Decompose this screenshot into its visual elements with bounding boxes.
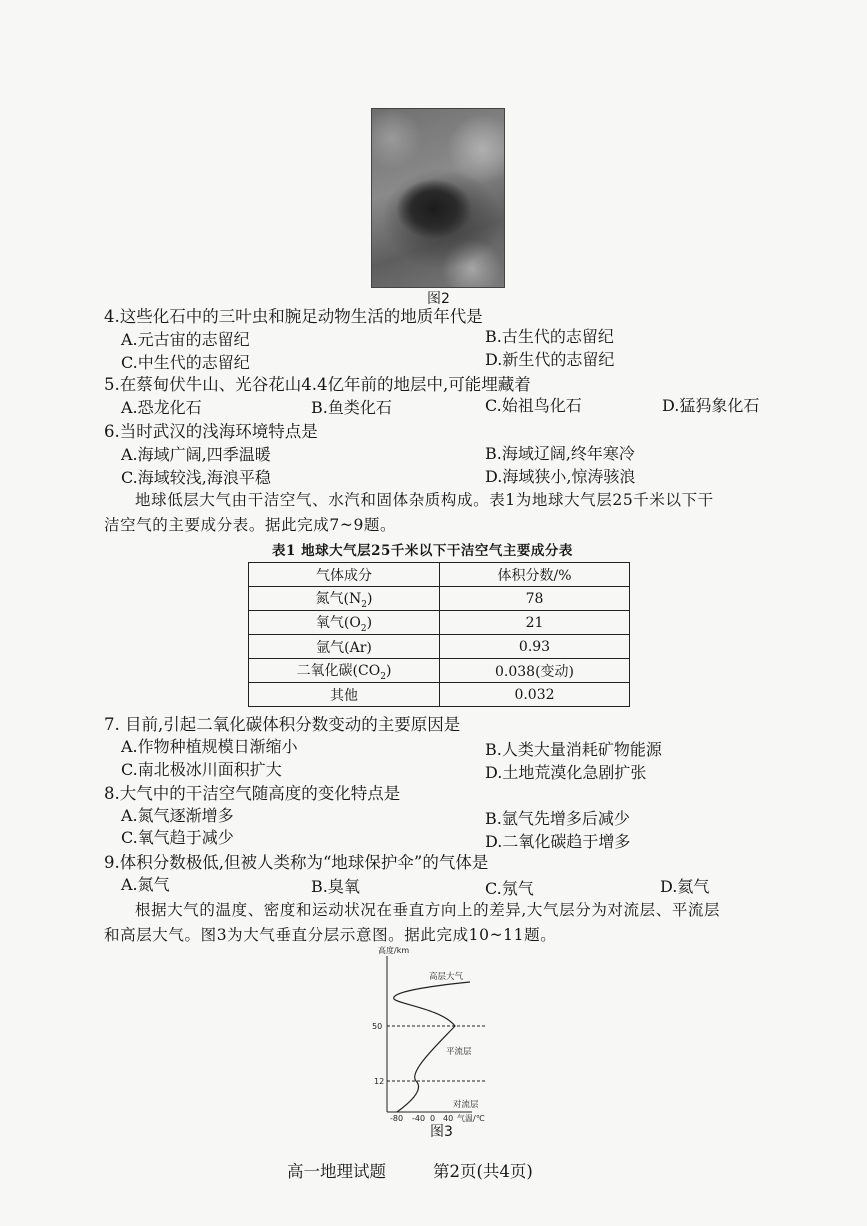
x-tick-minus-40: -40 — [412, 1114, 426, 1122]
x-axis-label: 气温/℃ — [457, 1114, 485, 1122]
table-row — [249, 683, 630, 707]
composition-table — [248, 562, 630, 707]
table-header-row — [249, 563, 630, 587]
question-6-option-a[interactable]: A.海域广阔,四季温暖 — [121, 445, 271, 464]
gas-value-cell: 0.93 — [440, 635, 630, 659]
intro-paragraph-1-line-2: 洁空气的主要成分表。据此完成7~9题。 — [104, 516, 397, 534]
question-7-option-d[interactable]: D.土地荒漠化急剧扩张 — [485, 763, 647, 782]
question-5-option-d[interactable]: D.猛犸象化石 — [662, 396, 760, 415]
gas-name-cell: 二氧化碳$(CO_2)$ — [249, 659, 440, 683]
intro-paragraph-1-line-1: 地球低层大气由干洁空气、水汽和固体杂质构成。表1为地球大气层25千米以下干 — [135, 491, 714, 509]
question-8-option-c[interactable]: C.氧气趋于减少 — [121, 828, 234, 847]
question-9-option-c[interactable]: C.氖气 — [485, 879, 534, 898]
y-tick-50: 50 — [372, 1022, 383, 1031]
x-tick-40: 40 — [443, 1114, 454, 1122]
question-4-option-c[interactable]: C.中生代的志留纪 — [121, 353, 250, 372]
question-6-option-b[interactable]: B.海域辽阔,终年寒冷 — [485, 444, 635, 463]
gas-name-cell: 氩气(Ar) — [249, 635, 440, 659]
gas-name-cell: 其他 — [249, 683, 440, 707]
question-6-option-d[interactable]: D.海域狭小,惊涛骇浪 — [485, 467, 636, 486]
x-tick-minus-80: -80 — [390, 1114, 404, 1122]
layer-label-troposphere: 对流层 — [453, 1100, 479, 1110]
layer-label-upper: 高层大气 — [429, 972, 464, 982]
question-4-option-b[interactable]: B.古生代的志留纪 — [485, 327, 614, 346]
gas-value-cell: 0.038(变动) — [440, 659, 630, 683]
question-9-stem: 9.体积分数极低,但被人类称为“地球保护伞”的气体是 — [104, 853, 489, 872]
question-7-option-b[interactable]: B.人类大量消耗矿物能源 — [485, 740, 662, 759]
table-header-fraction: 体积分数/% — [440, 563, 630, 587]
gas-name-cell: 氧气$(O_2)$ — [249, 611, 440, 635]
table-row — [249, 611, 630, 635]
question-9-option-a[interactable]: A.氮气 — [121, 875, 170, 894]
question-9-option-b[interactable]: B.臭氧 — [311, 877, 360, 896]
figure2-caption: 图2 — [427, 291, 450, 307]
question-8-stem: 8.大气中的干洁空气随高度的变化特点是 — [104, 784, 401, 803]
gas-value-cell: 78 — [440, 587, 630, 611]
footer-page-number: 第2页(共4页) — [433, 1162, 533, 1181]
question-5-option-a[interactable]: A.恐龙化石 — [121, 398, 202, 417]
y-axis-label: 高度/km — [378, 946, 410, 955]
layer-label-stratosphere: 平流层 — [446, 1047, 472, 1057]
intro-paragraph-2-line-2: 和高层大气。图3为大气垂直分层示意图。据此完成10~11题。 — [104, 926, 557, 944]
fossil-photo — [371, 108, 505, 288]
table-row — [249, 587, 630, 611]
question-4-option-a[interactable]: A.元古宙的志留纪 — [121, 330, 250, 349]
question-7-option-c[interactable]: C.南北极冰川面积扩大 — [121, 760, 282, 779]
question-6-option-c[interactable]: C.海域较浅,海浪平稳 — [121, 468, 271, 487]
intro-paragraph-2-line-1: 根据大气的温度、密度和运动状况在垂直方向上的差异,大气层分为对流层、平流层 — [135, 901, 721, 919]
question-4-stem: 4.这些化石中的三叶虫和腕足动物生活的地质年代是 — [104, 307, 483, 326]
figure3-caption: 图3 — [430, 1124, 453, 1140]
question-8-option-a[interactable]: A.氮气逐渐增多 — [121, 806, 234, 825]
gas-name-cell: 氮气$(N_2)$ — [249, 587, 440, 611]
question-5-option-c[interactable]: C.始祖鸟化石 — [485, 396, 582, 415]
footer-subject: 高一地理试题 — [287, 1162, 386, 1181]
question-9-option-d[interactable]: D.氦气 — [660, 877, 710, 896]
question-6-stem: 6.当时武汉的浅海环境特点是 — [104, 422, 318, 441]
table-row — [249, 635, 630, 659]
x-tick-0: 0 — [430, 1114, 436, 1122]
question-7-option-a[interactable]: A.作物种植规模日渐缩小 — [121, 737, 298, 756]
atmosphere-layer-diagram — [360, 944, 510, 1122]
table-header-gas: 气体成分 — [249, 563, 440, 587]
question-5-stem: 5.在蔡甸伏牛山、光谷花山4.4亿年前的地层中,可能埋藏着 — [104, 375, 531, 394]
table-row — [249, 659, 630, 683]
question-4-option-d[interactable]: D.新生代的志留纪 — [485, 350, 615, 369]
gas-value-cell: 0.032 — [440, 683, 630, 707]
question-5-option-b[interactable]: B.鱼类化石 — [311, 398, 392, 417]
table-1-title: 表1 地球大气层25千米以下干洁空气主要成分表 — [272, 543, 573, 559]
question-8-option-b[interactable]: B.氩气先增多后减少 — [485, 809, 630, 828]
gas-value-cell: 21 — [440, 611, 630, 635]
y-tick-12: 12 — [374, 1077, 385, 1086]
question-8-option-d[interactable]: D.二氧化碳趋于增多 — [485, 832, 631, 851]
question-7-stem: 7. 目前,引起二氧化碳体积分数变动的主要原因是 — [104, 715, 461, 734]
